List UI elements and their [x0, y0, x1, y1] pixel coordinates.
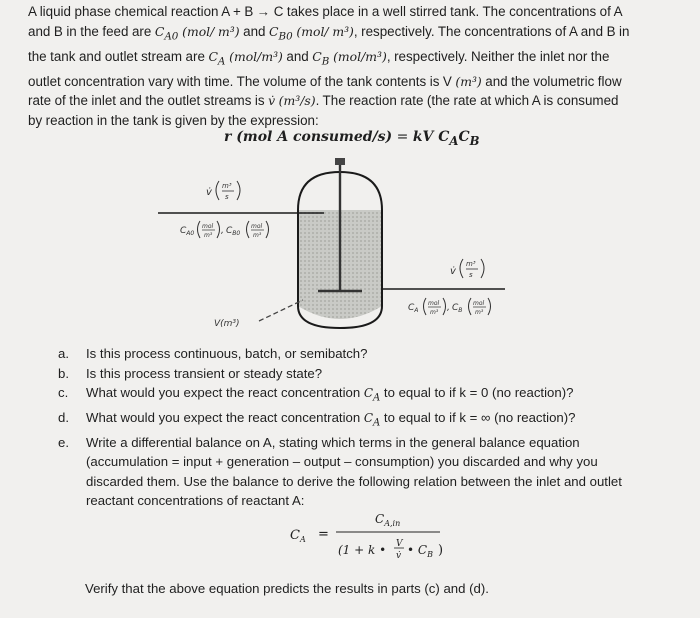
- svg-text:,: ,: [447, 303, 450, 313]
- svg-text:CA,in: $C_{A,in}$: [375, 512, 401, 528]
- question-list: [58, 344, 658, 511]
- svg-text:v̇: v̇: [206, 187, 212, 198]
- agitator-motor: [335, 158, 345, 165]
- svg-text:m³: m³: [466, 260, 476, 268]
- svg-text:m³: m³: [253, 232, 262, 239]
- svg-text:=: =: [318, 527, 329, 542]
- intro-line-3: the tank and outlet stream are $C_A$ (mol/m³) and $C_B$ (mol/m³), respectively. Neither the inlet nor the: [28, 48, 610, 68]
- svg-text:s: s: [469, 271, 473, 279]
- svg-text:(1 + k •: (1 + k •: [338, 543, 387, 557]
- svg-text:v̇: v̇: [450, 266, 456, 277]
- svg-text:CA: $C_A$: [408, 303, 419, 314]
- question-c: c. What would you expect the react concentration $C_A$ to equal to if k = 0 (no reaction)?: [58, 385, 574, 404]
- intro-line-6: by reaction in the tank is given by the expression:: [28, 112, 319, 128]
- outlet-concentration-equation: [288, 508, 488, 564]
- inlet-conc-label: [180, 221, 269, 239]
- question-e: e. Write a differential balance on A, stating which terms in the general balance equation (accumulation = input + generation – output – consumption) you discarded and why you discarded them. Use the balance to derive the following relation between the inlet and outlet reactant concentrations of reactant A:: [58, 434, 622, 509]
- verify-instruction: Verify that the above equation predicts the results in parts (c) and (d).: [85, 581, 489, 596]
- svg-text:m³: m³: [430, 309, 439, 316]
- svg-text:mol: mol: [202, 223, 214, 230]
- volume-label: V(m³): [214, 319, 240, 329]
- outlet-flow-label: [450, 259, 484, 279]
- svg-text:CA: $C_A$: [290, 528, 306, 544]
- svg-text:V: V: [396, 539, 403, 549]
- volume-pointer: [259, 300, 303, 321]
- svg-text:s: s: [225, 193, 229, 201]
- inlet-flow-label: [206, 181, 240, 201]
- question-b: b. Is this process transient or steady state?: [58, 365, 323, 381]
- svg-text:mol: mol: [473, 300, 485, 307]
- svg-text:v̇: v̇: [396, 551, 402, 561]
- svg-text:CB0: $C_{B0}$: [226, 226, 241, 237]
- intro-line-1: A liquid phase chemical reaction A + B → C takes place in a well stirred tank. The concentrations of A: [28, 4, 623, 19]
- svg-text:CB: $C_B$: [452, 303, 463, 314]
- svg-text:• CB: • $C_B$: [407, 543, 433, 559]
- problem-statement: [28, 2, 678, 131]
- svg-text:m³: m³: [222, 182, 232, 190]
- cstr-diagram: [0, 150, 700, 342]
- svg-text:): ): [438, 543, 444, 558]
- question-d: d. What would you expect the react concentration $C_A$ to equal to if k = ∞ (no reaction)?: [58, 409, 576, 429]
- question-a: a. Is this process continuous, batch, or semibatch?: [58, 346, 368, 361]
- intro-line-4: outlet concentration vary with time. The volume of the tank contents is V (m³) and the volumetric flow: [28, 73, 622, 89]
- svg-text:m³: m³: [475, 309, 484, 316]
- svg-text:m³: m³: [204, 232, 213, 239]
- intro-line-5: rate of the inlet and the outlet streams is v̇ (m³/s). The reaction rate (the rate at which A is consumed: [28, 93, 619, 109]
- svg-text:,: ,: [221, 226, 224, 236]
- outlet-conc-label: [408, 298, 491, 316]
- svg-text:mol: mol: [251, 223, 263, 230]
- svg-text:CA0: $C_{A0}$: [180, 226, 195, 237]
- intro-line-2: and B in the feed are $C_{A0}$ (mol/ m³) and $C_{B0}$ (mol/ m³), respectively. The concentrations of A and B in: [28, 23, 630, 43]
- rate-expression: r (mol A consumed/s) = kV $C_AC_B$: [224, 129, 480, 148]
- svg-text:mol: mol: [428, 300, 440, 307]
